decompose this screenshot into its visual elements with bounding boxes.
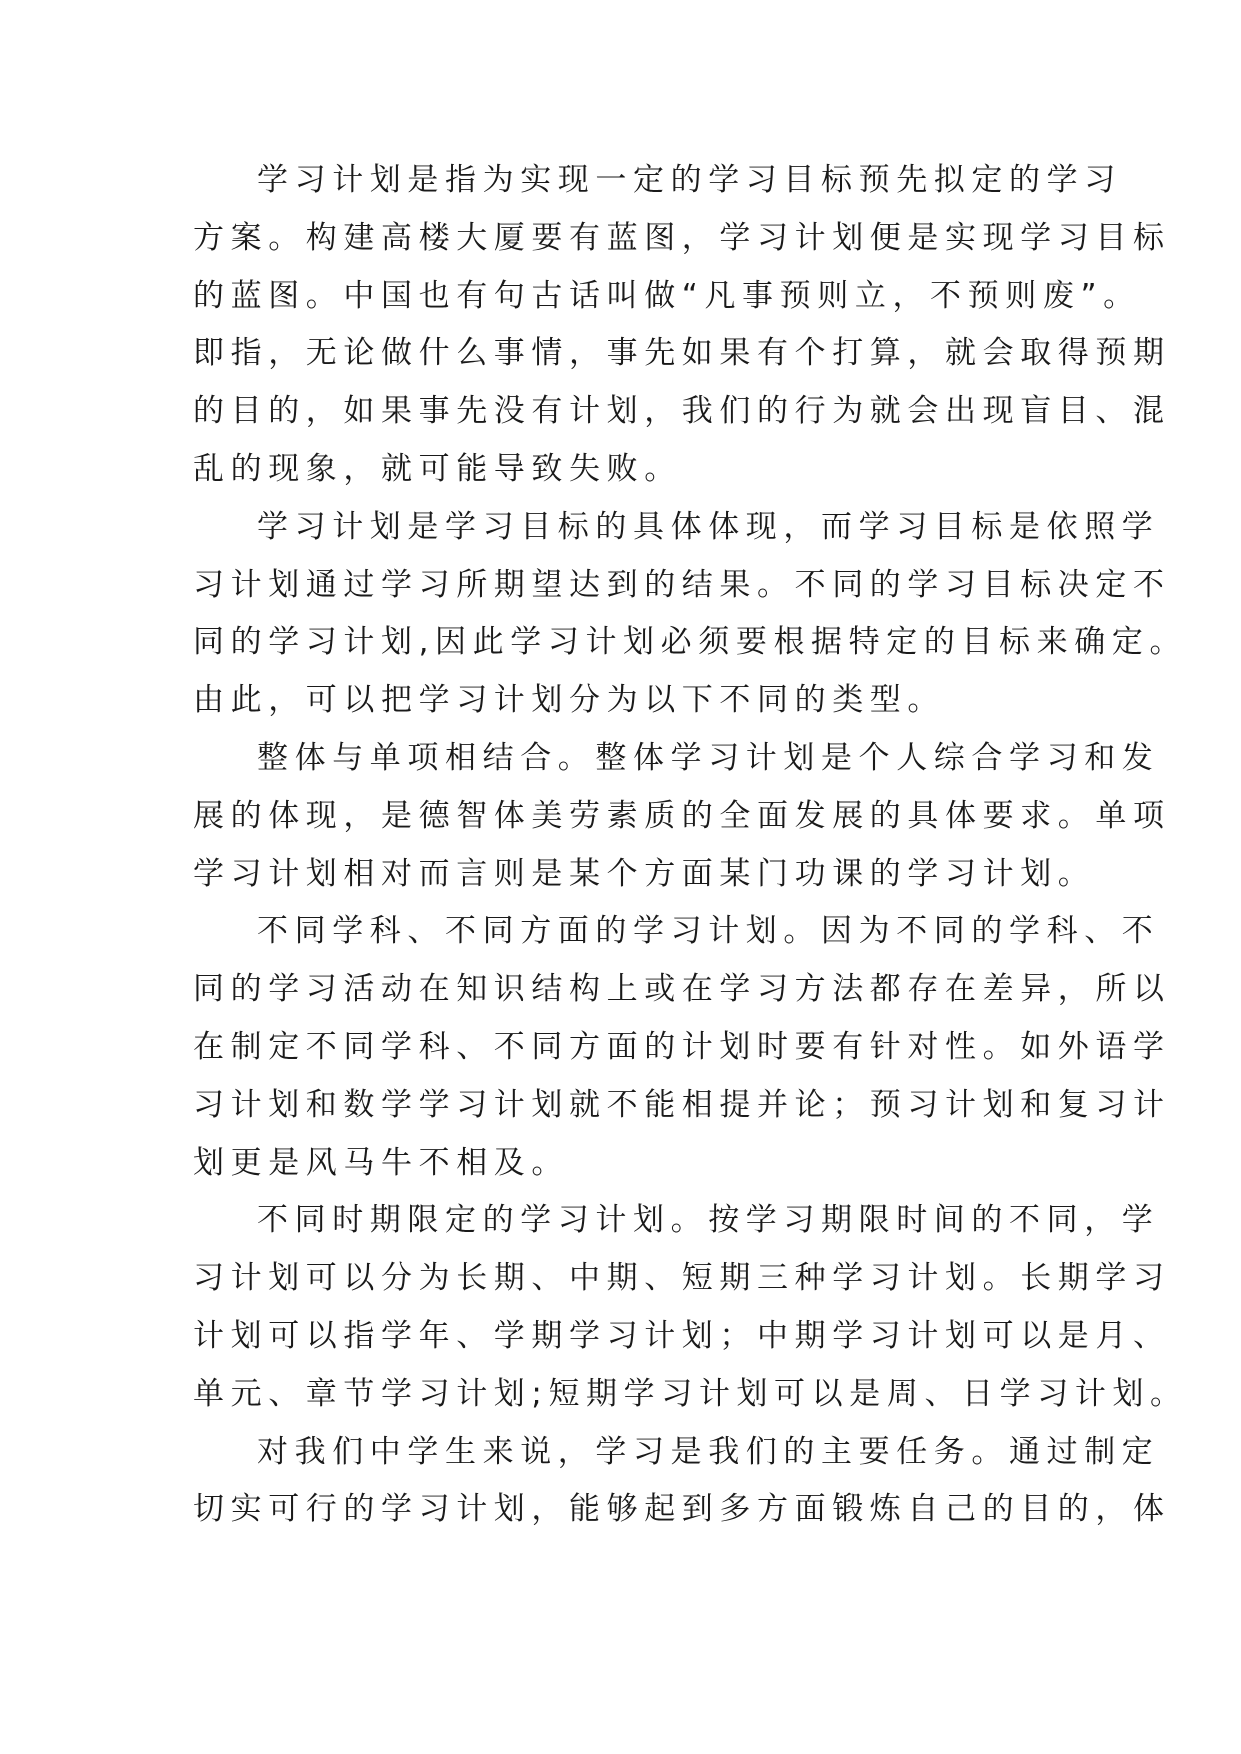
text-line: 习计划和数学学习计划就不能相提并论；预习计划和复习计 (193, 1086, 1171, 1123)
text-line: 计划可以指学年、学期学习计划；中期学习计划可以是月、 (193, 1317, 1171, 1354)
text-line: 方案。构建高楼大厦要有蓝图，学习计划便是实现学习目标 (193, 219, 1171, 256)
text-line: 学习计划相对而言则是某个方面某门功课的学习计划。 (193, 855, 1096, 892)
text-line: 同的学习活动在知识结构上或在学习方法都存在差异，所以 (193, 971, 1171, 1008)
text-line: 单元、章节学习计划;短期学习计划可以是周、日学习计划。 (193, 1375, 1188, 1412)
text-line: 由此，可以把学习计划分为以下不同的类型。 (193, 682, 945, 719)
text-line: 乱的现象，就可能导致失败。 (193, 450, 682, 487)
document-body (193, 152, 1188, 1539)
text-line: 的目的，如果事先没有计划，我们的行为就会出现盲目、混 (193, 393, 1171, 430)
text-line: 即指，无论做什么事情，事先如果有个打算，就会取得预期 (193, 335, 1171, 372)
text-line: 切实可行的学习计划，能够起到多方面锻炼自己的目的，体 (193, 1491, 1171, 1528)
text-line: 习计划可以分为长期、中期、短期三种学习计划。长期学习 (193, 1260, 1171, 1297)
text-line: 整体与单项相结合。整体学习计划是个人综合学习和发 (257, 739, 1160, 776)
text-line: 学习计划是学习目标的具体体现，而学习目标是依照学 (257, 508, 1160, 545)
text-line: 习计划通过学习所期望达到的结果。不同的学习目标决定不 (193, 566, 1171, 603)
text-line: 不同时期限定的学习计划。按学习期限时间的不同，学 (257, 1202, 1160, 1239)
text-line: 同的学习计划,因此学习计划必须要根据特定的目标来确定。 (193, 624, 1188, 661)
text-line: 对我们中学生来说，学习是我们的主要任务。通过制定 (257, 1433, 1160, 1470)
text-line: 在制定不同学科、不同方面的计划时要有针对性。如外语学 (193, 1028, 1171, 1065)
text-line: 的蓝图。中国也有句古话叫做“凡事预则立，不预则废”。 (193, 277, 1141, 314)
text-line: 学习计划是指为实现一定的学习目标预先拟定的学习 (257, 162, 1122, 198)
text-line: 展的体现，是德智体美劳素质的全面发展的具体要求。单项 (193, 797, 1171, 834)
text-line: 划更是风马牛不相及。 (193, 1144, 569, 1181)
text-line: 不同学科、不同方面的学习计划。因为不同的学科、不 (257, 913, 1160, 950)
